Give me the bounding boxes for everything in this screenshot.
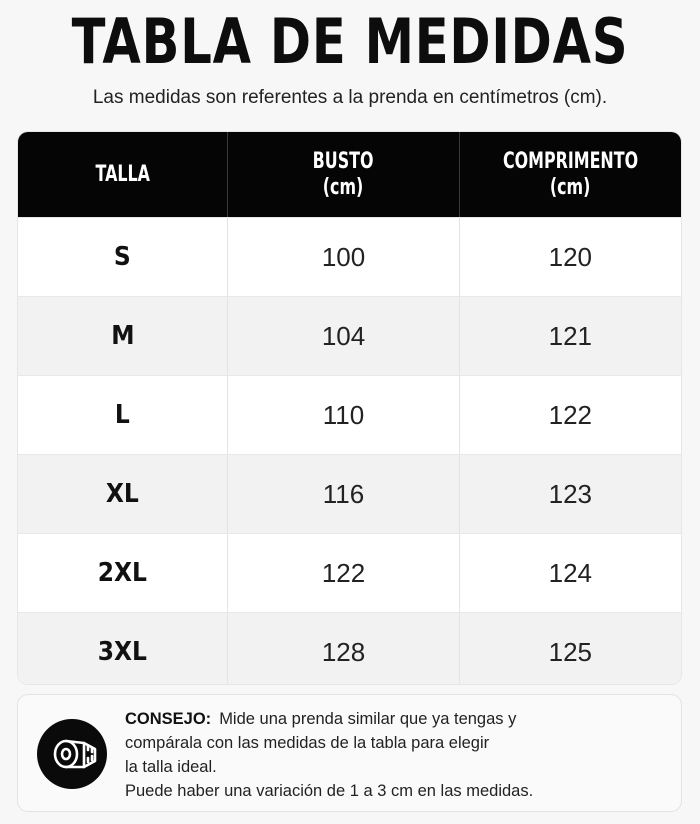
- tip-label: CONSEJO:: [125, 710, 212, 728]
- column-header-busto: [227, 132, 458, 217]
- cell-size: S: [114, 242, 132, 272]
- cell-comprimento: 122: [459, 376, 681, 454]
- tip-line-4: Puede haber una variación de 1 a 3 cm en las medidas.: [125, 782, 534, 800]
- tip-text: [125, 707, 665, 803]
- cell-comprimento: 123: [459, 455, 681, 533]
- table-row: [18, 375, 681, 454]
- column-header-talla: TALLA: [95, 161, 150, 187]
- table-row: [18, 612, 681, 684]
- column-header-comprimento-unit: (cm): [550, 174, 591, 200]
- cell-size: M: [111, 321, 135, 351]
- cell-busto: 100: [227, 218, 458, 296]
- tip-line-2: compárala con las medidas de la tabla para elegir: [125, 734, 490, 752]
- cell-size: 2XL: [98, 558, 148, 588]
- tip-line-3: la talla ideal.: [125, 758, 217, 776]
- tip-box: [18, 695, 681, 811]
- cell-comprimento: 124: [459, 534, 681, 612]
- cell-comprimento: 121: [459, 297, 681, 375]
- table-row: [18, 296, 681, 375]
- column-header-comprimento: [459, 132, 681, 217]
- cell-busto: 128: [227, 613, 458, 684]
- page-title: TABLA DE MEDIDAS: [71, 5, 629, 78]
- cell-busto: 116: [227, 455, 458, 533]
- table-row: [18, 217, 681, 296]
- table-header: [18, 132, 681, 217]
- table-row: [18, 454, 681, 533]
- size-table: [18, 132, 681, 684]
- measuring-tape-icon: [37, 719, 107, 789]
- cell-comprimento: 120: [459, 218, 681, 296]
- column-header-busto-unit: (cm): [323, 174, 364, 200]
- cell-size: 3XL: [98, 637, 148, 667]
- page-subtitle: Las medidas son referentes a la prenda en centímetros (cm).: [92, 87, 608, 108]
- cell-size: L: [115, 400, 131, 430]
- cell-busto: 122: [227, 534, 458, 612]
- cell-size: XL: [106, 479, 140, 509]
- cell-busto: 110: [227, 376, 458, 454]
- cell-comprimento: 125: [459, 613, 681, 684]
- column-header-busto-label: BUSTO: [313, 148, 374, 174]
- cell-busto: 104: [227, 297, 458, 375]
- tip-line-1: CONSEJO: Mide una prenda similar que ya tengas y: [125, 710, 517, 728]
- column-header-comprimento-label: COMPRIMENTO: [502, 148, 638, 174]
- table-row: [18, 533, 681, 612]
